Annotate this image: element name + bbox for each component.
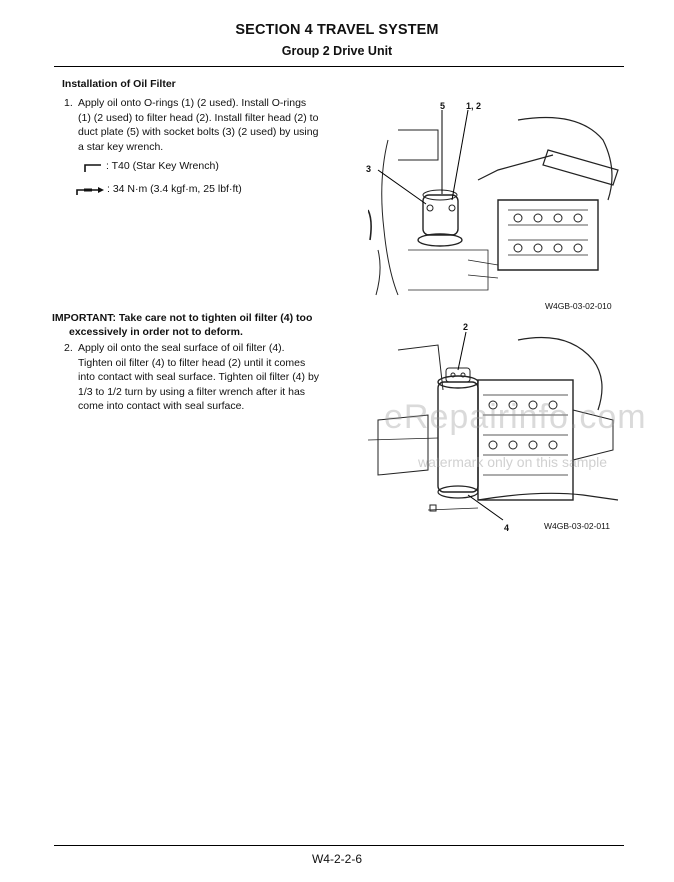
page-number: W4-2-2-6	[311, 852, 362, 866]
star-key-wrench-icon	[84, 163, 102, 173]
important-line: IMPORTANT: Take care not to tighten oil filter (4) too	[52, 312, 313, 324]
watermark-text: eRepairinfo.com	[384, 398, 647, 436]
header-divider	[54, 66, 624, 67]
step-2-number: 2.	[64, 342, 73, 354]
figure-caption: W4GB-03-02-010	[545, 301, 612, 311]
figure-caption: W4GB-03-02-011	[544, 521, 610, 531]
step-1-number: 1.	[64, 97, 73, 109]
watermark-subtext: watermark only on this sample	[418, 454, 608, 470]
callout-label: 5	[440, 101, 446, 111]
step-2-line: Apply oil onto the seal surface of oil filter (4).	[78, 342, 285, 354]
step-1-text	[78, 96, 338, 154]
step-2-line: come into contact with seal surface.	[78, 400, 245, 412]
important-note	[52, 311, 342, 339]
tool-torque-text: : 34 N·m (3.4 kgf·m, 25 lbf·ft)	[107, 183, 242, 195]
step-1-line: (1) (2 used) to filter head (2). Install filter head (2) to	[78, 111, 319, 124]
figure-filter-head-installation	[368, 100, 624, 300]
section-title: SECTION 4 TRAVEL SYSTEM	[235, 22, 439, 38]
torque-wrench-icon	[76, 185, 106, 197]
callout-label: 4	[504, 523, 510, 533]
callout-label: 3	[366, 164, 372, 174]
step-1-line: Apply oil onto O-rings (1) (2 used). Install O-rings	[78, 97, 307, 109]
group-title: Group 2 Drive Unit	[281, 44, 393, 58]
subsection-title: Installation of Oil Filter	[62, 78, 176, 90]
footer-divider	[54, 845, 624, 846]
step-2-line: into contact with seal surface. Tighten oil filter (4) by	[78, 371, 320, 383]
step-2-line: Tighten oil filter (4) to filter head (2) until it comes	[78, 356, 306, 369]
important-line: excessively in order not to deform.	[69, 326, 243, 338]
tool-wrench-text: : T40 (Star Key Wrench)	[106, 160, 219, 172]
step-2-text	[78, 341, 338, 414]
callout-label: 1, 2	[466, 101, 482, 111]
step-2-line: 1/3 to 1/2 turn by using a filter wrench after it has	[78, 385, 306, 398]
step-1-line: duct plate (5) with socket bolts (3) (2 used) by using	[78, 126, 319, 138]
callout-label: 2	[463, 322, 469, 332]
step-1-line: a star key wrench.	[78, 140, 164, 153]
